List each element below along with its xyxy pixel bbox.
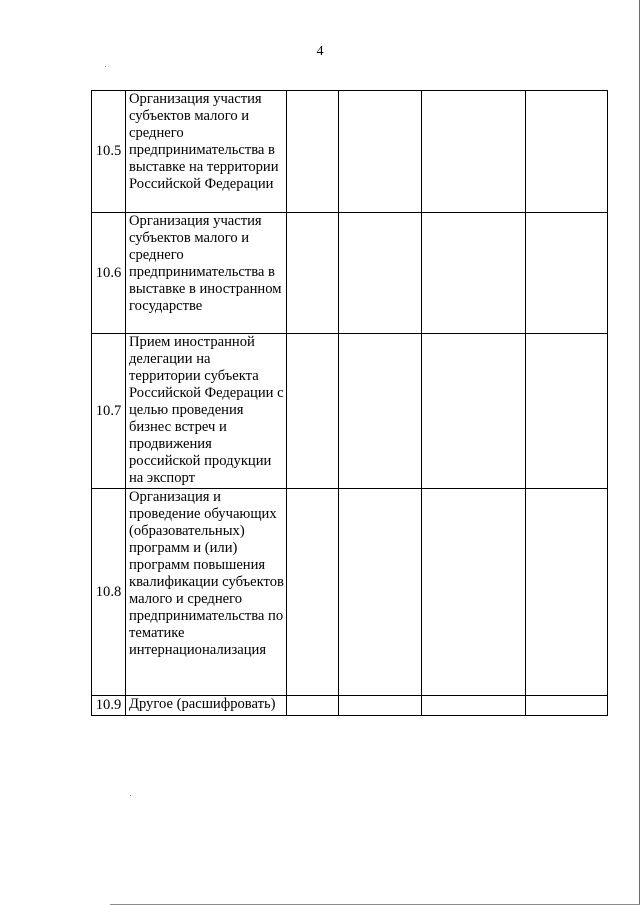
row-description: Организация участия субъектов малого и среднего предпринимательства в выставке в иностранном государстве bbox=[126, 213, 287, 334]
empty-cell bbox=[422, 696, 526, 716]
empty-cell bbox=[526, 696, 608, 716]
empty-cell bbox=[339, 489, 422, 696]
table-row bbox=[92, 489, 608, 696]
row-number: 10.5 bbox=[92, 91, 126, 213]
table-row bbox=[92, 696, 608, 716]
empty-cell bbox=[422, 91, 526, 213]
row-number: 10.6 bbox=[92, 213, 126, 334]
empty-cell bbox=[339, 91, 422, 213]
empty-cell bbox=[422, 213, 526, 334]
empty-cell bbox=[526, 91, 608, 213]
empty-cell bbox=[339, 696, 422, 716]
row-description: Организация и проведение обучающих (образовательных) программ и (или) программ повышения квалификации субъектов малого и среднего предпринимательства по тематике интернационализация bbox=[126, 489, 287, 696]
empty-cell bbox=[339, 213, 422, 334]
row-description: Прием иностранной делегации на территории субъекта Российской Федерации с целью проведения бизнес встреч и продвижения российской продукции на экспорт bbox=[126, 334, 287, 489]
empty-cell bbox=[287, 334, 339, 489]
table-row bbox=[92, 334, 608, 489]
empty-cell bbox=[526, 334, 608, 489]
page-number: 4 bbox=[316, 44, 324, 59]
empty-cell bbox=[526, 213, 608, 334]
table-row bbox=[92, 91, 608, 213]
empty-cell bbox=[422, 334, 526, 489]
empty-cell bbox=[422, 489, 526, 696]
row-number: 10.7 bbox=[92, 334, 126, 489]
empty-cell bbox=[287, 489, 339, 696]
empty-cell bbox=[339, 334, 422, 489]
empty-cell bbox=[287, 696, 339, 716]
row-number: 10.8 bbox=[92, 489, 126, 696]
empty-cell bbox=[287, 91, 339, 213]
empty-cell bbox=[526, 489, 608, 696]
empty-cell bbox=[287, 213, 339, 334]
scan-speck bbox=[130, 795, 131, 796]
table-row bbox=[92, 213, 608, 334]
row-description: Организация участия субъектов малого и среднего предпринимательства в выставке на территории Российской Федерации bbox=[126, 91, 287, 213]
activities-table bbox=[91, 90, 608, 716]
scan-speck bbox=[105, 66, 106, 67]
row-number: 10.9 bbox=[92, 696, 126, 716]
row-description: Другое (расшифровать) bbox=[126, 696, 287, 716]
